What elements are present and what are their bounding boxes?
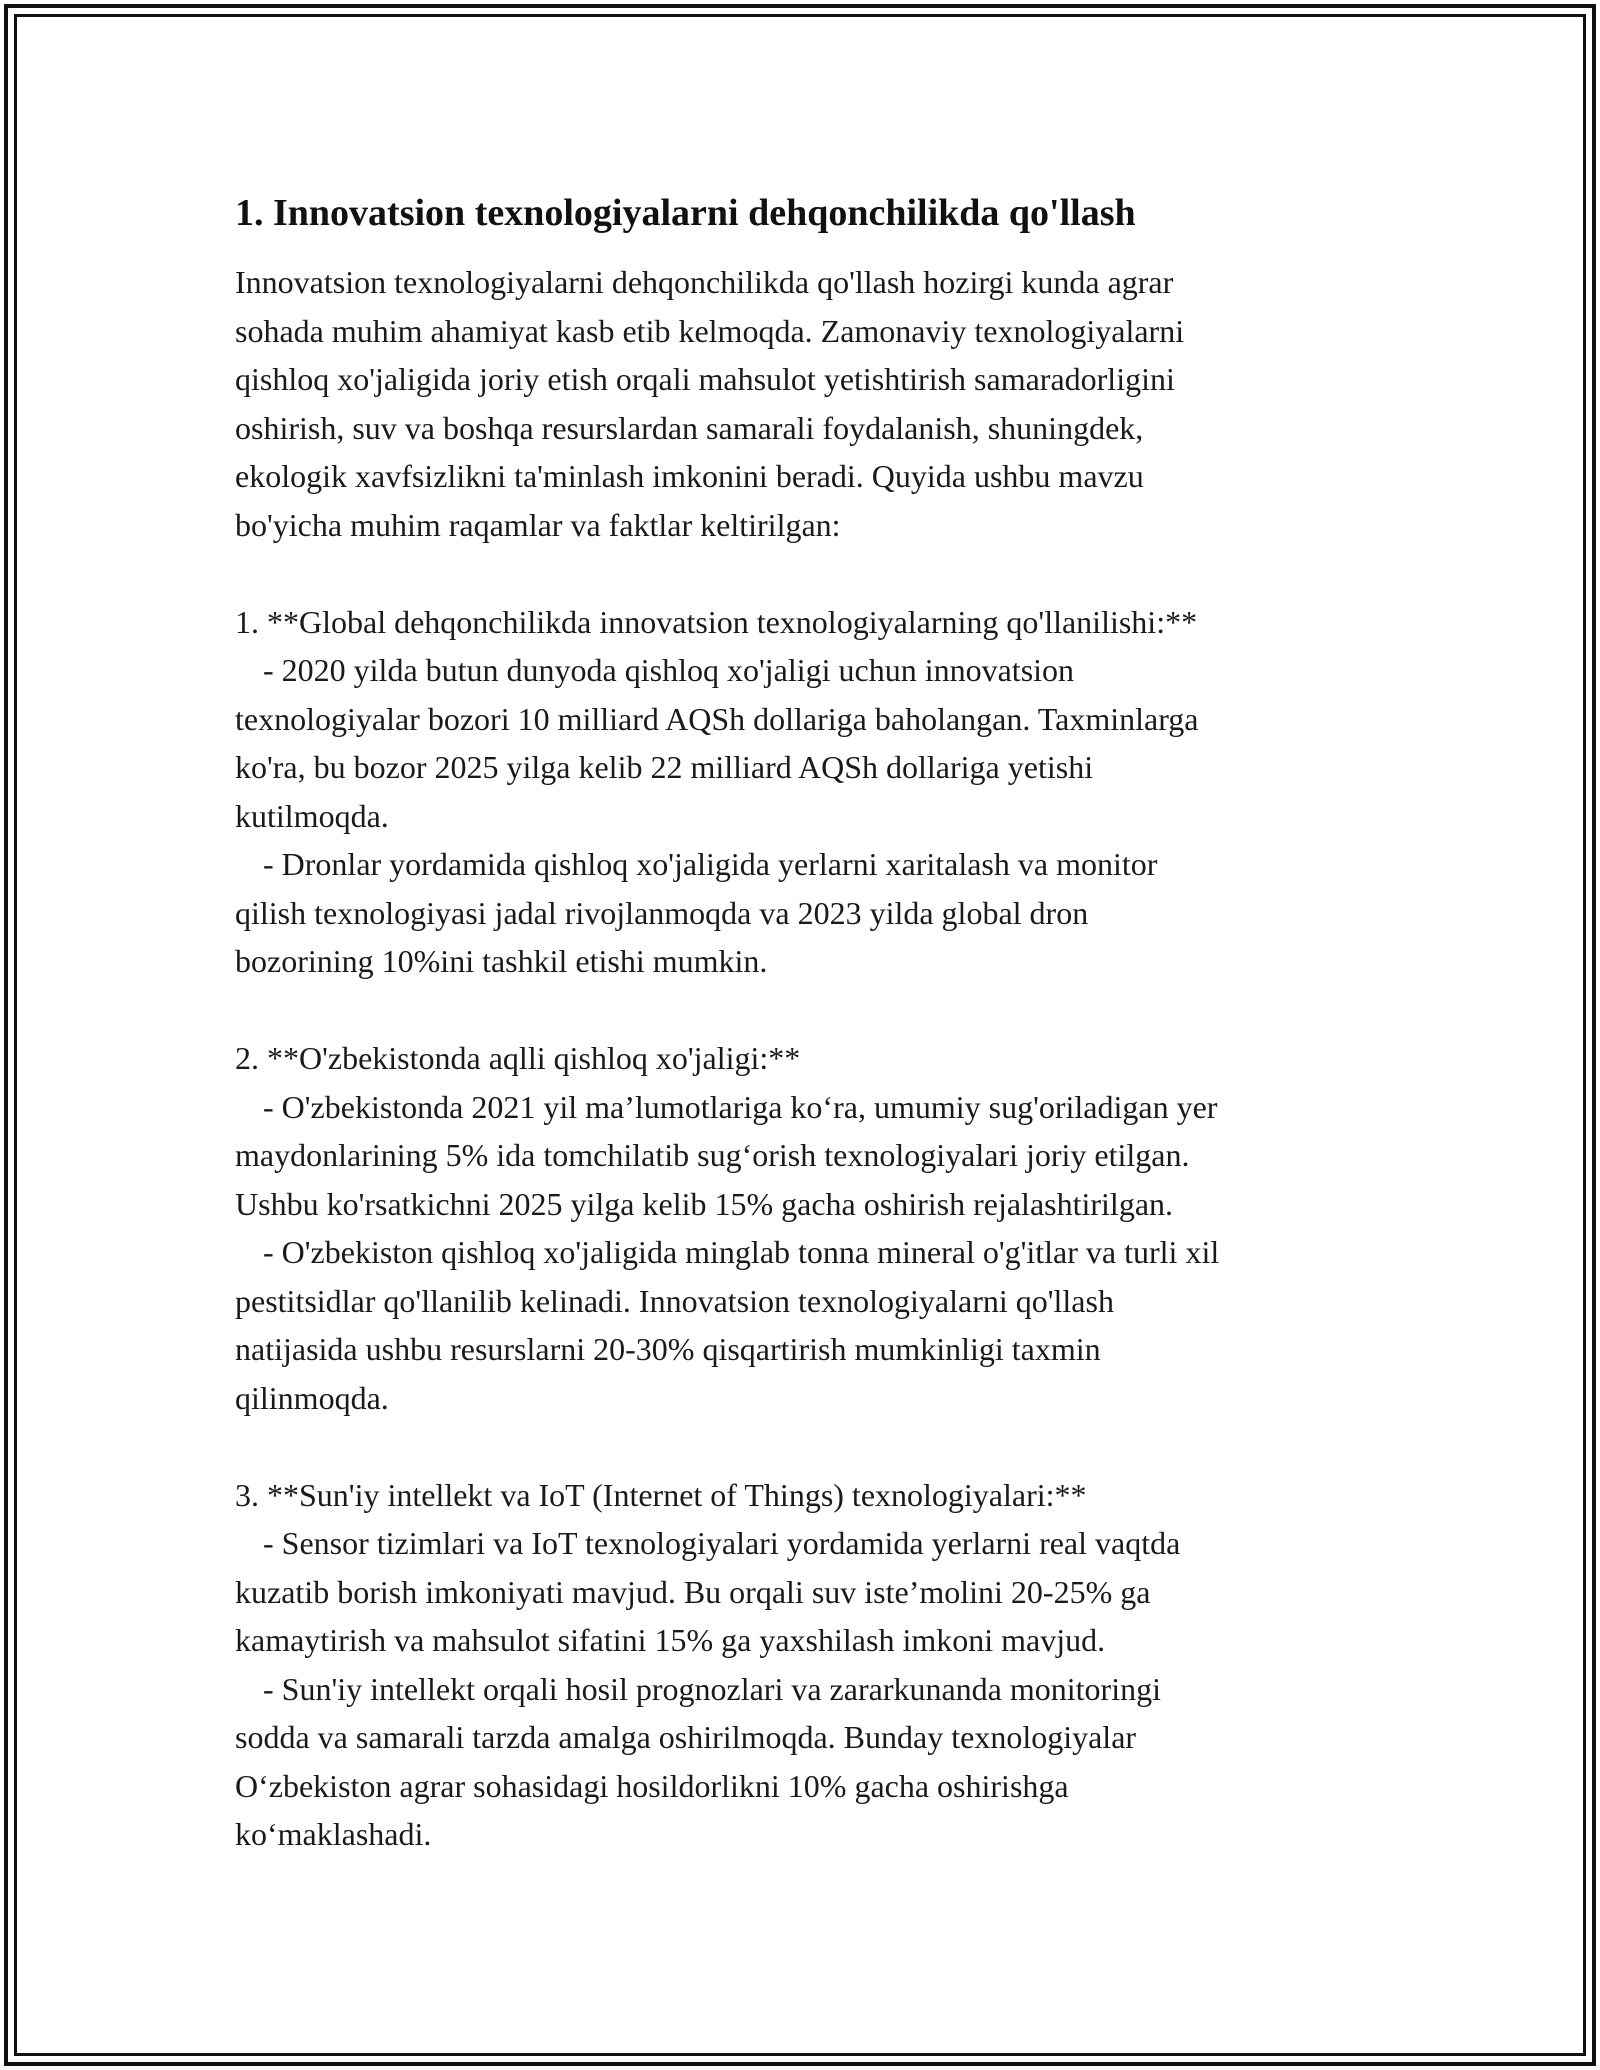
paragraph-gap xyxy=(235,549,1375,598)
section-heading: 2. **O'zbekistonda aqlli qishloq xo'jaligi:** xyxy=(235,1040,801,1076)
section-item: - 2020 yilda butun dunyoda qishloq xo'jaligi uchun innovatsion texnologiyalar bozori 10 milliard AQSh dollariga baholangan. Taxminlarga ko'ra, bu bozor 2025 yilga kelib 22 milliard AQSh dollariga yetishi kutilmoqda. xyxy=(235,652,1199,834)
section-2 xyxy=(235,1034,1375,1422)
section-item: - O'zbekiston qishloq xo'jaligida minglab tonna mineral o'g'itlar va turli xil pestitsidlar qo'llanilib kelinadi. Innovatsion texnologiyalarni qo'llash natijasida ushbu resurslarni 20-30% qisqartirish mumkinligi taxmin qilinmoqda. xyxy=(235,1234,1220,1416)
section-heading: 3. **Sun'iy intellekt va IoT (Internet of Things) texnologiyalari:** xyxy=(235,1476,1087,1513)
paragraph-gap xyxy=(235,986,1375,1035)
intro-paragraph: Innovatsion texnologiyalarni dehqonchilikda qo'llash hozirgi kunda agrar sohada muhim ahamiyat kasb etib kelmoqda. Zamonaviy texnologiyalarni qishloq xo'jaligida joriy etish orqali mahsulot yetishtirish samaradorligini oshirish, suv va boshqa resurslardan samarali foydalanish, shuningdek, ekologik xavfsizlikni ta'minlash imkonini beradi. Quyida ushbu mavzu bo'yicha muhim raqamlar va faktlar keltirilgan: xyxy=(235,264,1185,543)
section-heading: 1. **Global dehqonchilikda innovatsion texnologiyalarning qo'llanilishi:** xyxy=(235,603,1198,640)
document-title: 1. Innovatsion texnologiyalarni dehqonchilikda qo'llash xyxy=(235,192,1136,234)
document-body xyxy=(235,190,1375,1859)
section-1 xyxy=(235,598,1375,986)
section-item: - Dronlar yordamida qishloq xo'jaligida yerlarni xaritalash va monitor qilish texnologiyasi jadal rivojlanmoqda va 2023 yilda global dron bozorining 10%ini tashkil etishi mumkin. xyxy=(235,846,1158,979)
paragraph-gap xyxy=(235,1422,1375,1471)
section-item: - Sensor tizimlari va IoT texnologiyalari yordamida yerlarni real vaqtda kuzatib borish imkoniyati mavjud. Bu orqali suv iste’molini 20-25% ga kamaytirish va mahsulot sifatini 15% ga yaxshilash imkoni mavjud. xyxy=(235,1525,1181,1658)
section-item: - Sun'iy intellekt orqali hosil prognozlari va zararkunanda monitoringi sodda va samarali tarzda amalga oshirilmoqda. Bunday texnologiyalar O‘zbekiston agrar sohasidagi hosildorlikni 10% gacha oshirishga ko‘maklashadi. xyxy=(235,1670,1161,1852)
section-item: - O'zbekistonda 2021 yil ma’lumotlariga ko‘ra, umumiy sug'oriladigan yer maydonlarining 5% ida tomchilatib sug‘orish texnologiyalari joriy etilgan. Ushbu ko'rsatkichni 2025 yilga kelib 15% gacha oshirish rejalashtirilgan. xyxy=(235,1088,1218,1222)
section-3 xyxy=(235,1471,1375,1859)
